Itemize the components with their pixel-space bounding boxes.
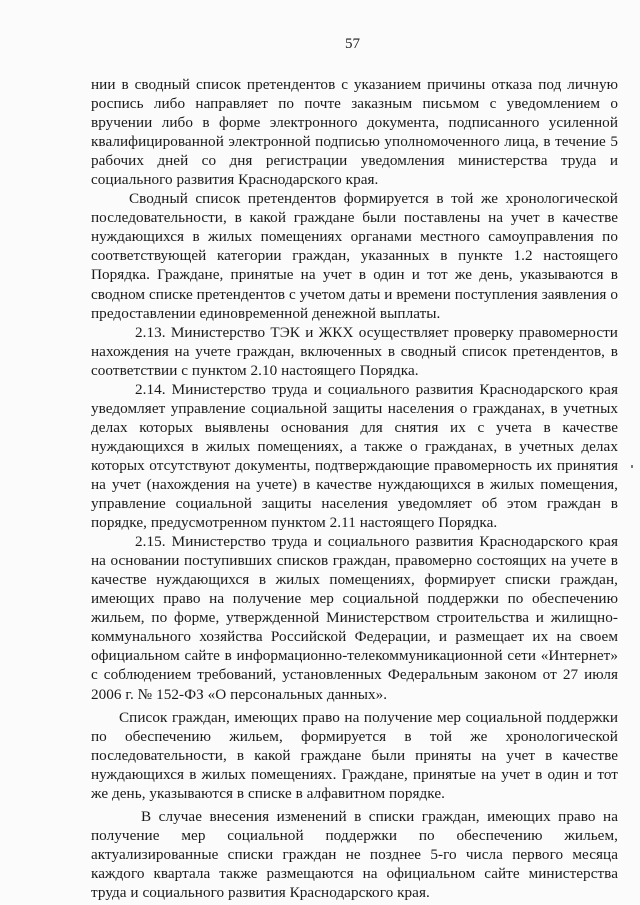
paragraph-2-14: 2.14. Министерство труда и социального развития Краснодарского края уведомляет управление социальной защиты населения о гражданах, в учетных делах которых выявлены основания для снятия их с учета в качестве нуждающихся в жилых помещениях, а также о гражданах, в учетных делах которых отсутствуют документы, подтверждающие правомерность их принятия на учет (нахождения на учете) в качестве нуждающихся в жилых помещения, управление социальной защиты населения уведомляет об этом граждан в порядке, предусмотренном пунктом 2.11 настоящего Порядка. — [91, 380, 618, 532]
paragraph-2-13: 2.13. Министерство ТЭК и ЖКХ осуществляет проверку правомерности нахождения на учете граждан, включенных в сводный список претендентов, в соответствии с пунктом 2.10 настоящего Порядка. — [91, 323, 618, 379]
paragraph-citizens-list: Список граждан, имеющих право на получение мер социальной поддержки по обеспечению жильем, формируется в той же хронологической последовательности, в какой граждане были приняты на учет в качестве нуждающихся в жилых помещениях. Граждане, принятые на учет в один и тот же день, указываются в списке в алфавитном порядке. — [91, 708, 618, 802]
scan-speck — [631, 465, 633, 468]
paragraph-list-updates: В случае внесения изменений в списки граждан, имеющих право на получение мер социальной поддержки по обеспечению жильем, актуализированные списки граждан не позднее 5-го числа первого месяца каждого квартала также размещаются на официальном сайте министерства труда и социального развития Краснодарского края. — [91, 807, 618, 901]
paragraph-summary-list: Сводный список претендентов формируется в той же хронологической последовательности, в какой граждане были поставлены на учет в качестве нуждающихся в жилых помещениях органами местного самоуправления по соответствующей категории граждан, указанных в пункте 1.2 настоящего Порядка. Граждане, принятые на учет в один и тот же день, указываются в сводном списке претендентов с учетом даты и времени поступления заявления о предоставлении единовременной денежной выплаты. — [91, 190, 618, 322]
page-number: 57 — [345, 36, 360, 52]
paragraph-2-15: 2.15. Министерство труда и социального развития Краснодарского края на основании поступивших списков граждан, правомерно состоящих на учете в качестве нуждающихся в жилых помещениях, формирует списки граждан, имеющих право на получение мер социальной поддержки по обеспечению жильем, по форме, утвержденной Министерством строительства и жилищно-коммунального хозяйства Российской Федерации, и размещает их на своем официальном сайте в информационно-телекоммуникационной сети «Интернет» с соблюдением требований, установленных Федеральным законом от 27 июля 2006 г. № 152-ФЗ «О персональных данных». — [91, 533, 618, 703]
paragraph-continuation: нии в сводный список претендентов с указанием причины отказа под личную роспись либо направляет по почте заказным письмом с уведомлением о вручении либо в форме электронного документа, подписанного усиленной квалифицированной электронной подписью уполномоченного лица, в течение 5 рабочих дней со дня регистрации уведомления министерства труда и социального развития Краснодарского края. — [91, 76, 618, 189]
